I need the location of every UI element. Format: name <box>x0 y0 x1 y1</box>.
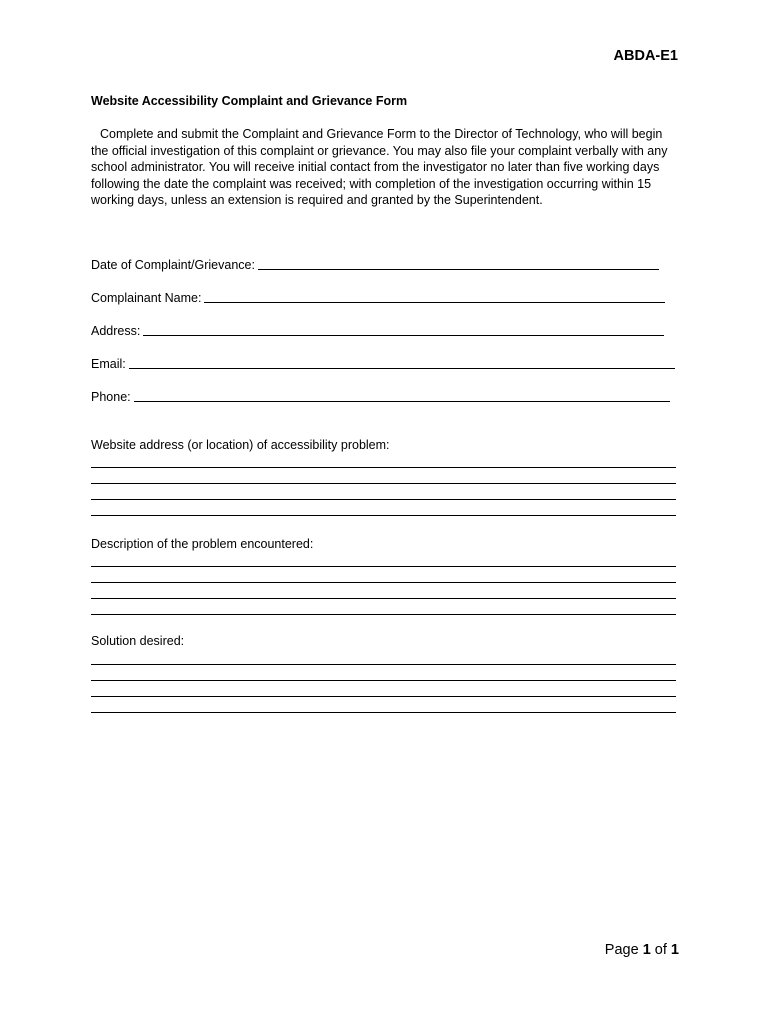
website-location-line[interactable] <box>91 483 676 484</box>
email-field <box>91 356 675 372</box>
complainant-name-field <box>91 290 665 306</box>
description-line[interactable] <box>91 566 676 567</box>
date-input-line[interactable] <box>258 258 659 270</box>
solution-line[interactable] <box>91 696 676 697</box>
solution-line[interactable] <box>91 680 676 681</box>
address-label: Address: <box>91 324 141 338</box>
solution-line[interactable] <box>91 712 676 713</box>
total-pages: 1 <box>670 942 679 958</box>
phone-field <box>91 389 670 405</box>
phone-input-line[interactable] <box>134 390 670 402</box>
date-label: Date of Complaint/Grievance: <box>91 258 255 272</box>
website-location-line[interactable] <box>91 515 676 516</box>
email-label: Email: <box>91 357 126 371</box>
address-field <box>91 323 664 339</box>
complainant-name-input-line[interactable] <box>204 291 665 303</box>
intro-text: Complete and submit the Complaint and Grievance Form to the Director of Technology, who will begin the official investigation of this complaint or grievance. You may also file your complaint verbally with any school administrator. You will receive initial contact from the investigator no later than five working days following the date the complaint was received; with completion of the investigation occurring within 15 working days, unless an extension is required and granted by the Superintendent. <box>91 127 668 208</box>
intro-paragraph <box>91 126 683 209</box>
description-line[interactable] <box>91 598 676 599</box>
description-line[interactable] <box>91 582 676 583</box>
current-page: 1 <box>642 942 651 958</box>
of-word: of <box>654 942 667 958</box>
form-title: Website Accessibility Complaint and Grievance Form <box>91 94 408 108</box>
address-input-line[interactable] <box>143 324 664 336</box>
email-input-line[interactable] <box>129 357 675 369</box>
website-location-line[interactable] <box>91 467 676 468</box>
page-word: Page <box>604 942 639 958</box>
date-field <box>91 257 659 273</box>
phone-label: Phone: <box>91 390 131 404</box>
website-location-line[interactable] <box>91 499 676 500</box>
solution-line[interactable] <box>91 664 676 665</box>
complainant-name-label: Complainant Name: <box>91 291 202 305</box>
document-code: ABDA-E1 <box>613 48 678 64</box>
website-location-label: Website address (or location) of accessibility problem: <box>91 438 390 452</box>
solution-label: Solution desired: <box>91 634 185 648</box>
page-number <box>605 942 679 958</box>
description-label: Description of the problem encountered: <box>91 537 314 551</box>
description-line[interactable] <box>91 614 676 615</box>
